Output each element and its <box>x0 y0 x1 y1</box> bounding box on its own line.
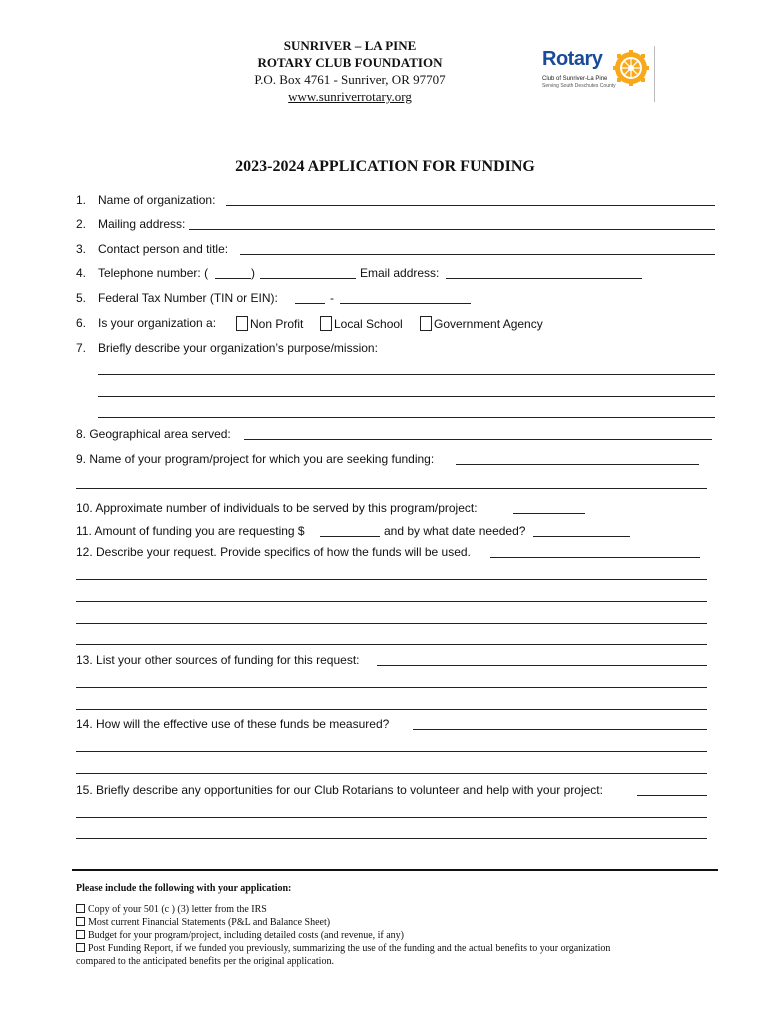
website-link[interactable]: www.sunriverrotary.org <box>288 89 412 104</box>
tin-suffix-field[interactable] <box>340 303 471 304</box>
q8-field[interactable] <box>244 439 712 440</box>
q5-label: Federal Tax Number (TIN or EIN): <box>98 291 278 305</box>
q5-dash: - <box>330 291 334 305</box>
checkbox-icon <box>76 930 85 939</box>
q11-date-field[interactable] <box>533 536 630 537</box>
q7-answer-line-3[interactable] <box>98 417 715 418</box>
q14-answer-line-1[interactable] <box>76 751 707 752</box>
checklist-item-label: Budget for your program/project, including detailed costs (and revenue, if any) <box>88 930 405 941</box>
q3-label: Contact person and title: <box>98 242 229 256</box>
q3-field[interactable] <box>240 254 715 255</box>
q12-answer-line-1[interactable] <box>76 579 707 580</box>
checklist-item-label: Copy of your 501 (c ) (3) letter from the IRS <box>88 904 267 915</box>
rotary-logo-club: Club of Sunriver-La Pine <box>542 76 608 82</box>
phone-field[interactable] <box>260 278 356 279</box>
non-profit-checkbox[interactable] <box>236 316 248 331</box>
q13-field[interactable] <box>377 665 707 666</box>
tin-prefix-field[interactable] <box>295 303 325 304</box>
government-agency-checkbox[interactable] <box>420 316 432 331</box>
non-profit-label: Non Profit <box>250 317 304 331</box>
local-school-checkbox[interactable] <box>320 316 332 331</box>
rotary-logo <box>540 46 660 98</box>
checkbox-icon <box>76 917 85 926</box>
checkbox-icon <box>76 904 85 913</box>
q7-label: Briefly describe your organization’s purpose/mission: <box>98 341 378 355</box>
question-number-4: 4. <box>76 266 87 280</box>
rotary-wheel-icon <box>613 50 649 86</box>
email-field[interactable] <box>446 278 642 279</box>
q2-field[interactable] <box>189 229 715 230</box>
org-name-line2: ROTARY CLUB FOUNDATION <box>257 55 443 70</box>
q7-answer-line-2[interactable] <box>98 396 715 397</box>
q13-label: 13. List your other sources of funding for this request: <box>76 653 360 667</box>
q15-field[interactable] <box>637 795 707 796</box>
q11-amount-label: 11. Amount of funding you are requesting $ <box>76 524 305 538</box>
q8-label: 8. Geographical area served: <box>76 427 231 441</box>
q12-answer-line-4[interactable] <box>76 644 707 645</box>
q15-label: 15. Briefly describe any opportunities for our Club Rotarians to volunteer and help with your project: <box>76 783 603 797</box>
checklist-item-financials <box>76 917 330 929</box>
checklist-item-budget <box>76 930 404 942</box>
rotary-logo-tagline: Serving South Deschutes County <box>542 83 616 89</box>
q6-label: Is your organization a: <box>98 316 217 330</box>
question-number-7: 7. <box>76 341 87 355</box>
q10-label: 10. Approximate number of individuals to be served by this program/project: <box>76 501 478 515</box>
q12-answer-line-2[interactable] <box>76 601 707 602</box>
question-number-6: 6. <box>76 316 87 330</box>
question-number-1: 1. <box>76 193 87 207</box>
question-number-5: 5. <box>76 291 87 305</box>
q13-answer-line-2[interactable] <box>76 709 707 710</box>
option-government-agency[interactable] <box>420 316 543 331</box>
section-divider <box>72 869 718 871</box>
option-local-school[interactable] <box>320 316 403 331</box>
q11-amount-field[interactable] <box>320 536 380 537</box>
checklist-item-501c3 <box>76 904 267 916</box>
option-non-profit[interactable] <box>236 316 303 331</box>
q1-label: Name of organization: <box>98 193 216 207</box>
local-school-label: Local School <box>334 317 403 331</box>
q12-field[interactable] <box>490 557 700 558</box>
q9-label: 9. Name of your program/project for which you are seeking funding: <box>76 452 435 466</box>
area-code-field[interactable] <box>215 278 251 279</box>
q14-answer-line-2[interactable] <box>76 773 707 774</box>
logo-divider <box>654 46 655 102</box>
q10-field[interactable] <box>513 513 585 514</box>
q15-answer-line-2[interactable] <box>76 838 707 839</box>
q14-field[interactable] <box>413 729 707 730</box>
checklist-item-continuation: compared to the anticipated benefits per the original application. <box>76 956 334 967</box>
q9-answer-line[interactable] <box>76 488 707 489</box>
checklist-item-label: Post Funding Report, if we funded you previously, summarizing the use of the funding and the actual benefits to your organization <box>88 943 611 954</box>
checklist-heading: Please include the following with your application: <box>76 883 292 894</box>
question-number-3: 3. <box>76 242 87 256</box>
question-number-2: 2. <box>76 217 87 231</box>
form-title: 2023-2024 APPLICATION FOR FUNDING <box>235 158 535 175</box>
q12-answer-line-3[interactable] <box>76 623 707 624</box>
checkbox-icon <box>76 943 85 952</box>
q13-answer-line-1[interactable] <box>76 687 707 688</box>
q14-label: 14. How will the effective use of these funds be measured? <box>76 717 390 731</box>
org-name-line1: SUNRIVER – LA PINE <box>283 38 417 53</box>
q7-answer-line-1[interactable] <box>98 374 715 375</box>
q4-phone-label: Telephone number: ( <box>98 266 209 280</box>
org-address: P.O. Box 4761 - Sunriver, OR 97707 <box>254 72 446 87</box>
q1-field[interactable] <box>226 205 715 206</box>
q15-answer-line-1[interactable] <box>76 817 707 818</box>
q2-label: Mailing address: <box>98 217 186 231</box>
rotary-logo-word: Rotary <box>542 48 603 70</box>
q4-email-label: Email address: <box>360 266 440 280</box>
q12-label: 12. Describe your request. Provide specifics of how the funds will be used. <box>76 545 471 559</box>
q4-paren-close: ) <box>251 266 255 280</box>
checklist-item-post-funding <box>76 943 610 955</box>
government-agency-label: Government Agency <box>434 317 543 331</box>
checklist-item-label: Most current Financial Statements (P&L and Balance Sheet) <box>88 917 331 928</box>
q11-date-label: and by what date needed? <box>384 524 526 538</box>
q9-field[interactable] <box>456 464 699 465</box>
